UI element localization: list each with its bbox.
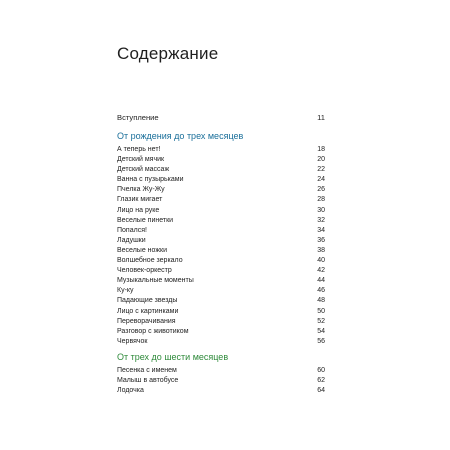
toc-entry[interactable] [117,155,325,165]
toc-entry[interactable] [117,236,325,246]
toc-entry[interactable] [117,145,325,155]
toc-entry-label: Ванна с пузырьками [117,176,184,184]
toc-entry-page: 56 [317,337,325,345]
toc-entry-label: Ладушки [117,236,146,244]
toc-entry-label: Разговор с животиком [117,327,189,335]
toc-entry-page: 54 [317,327,325,335]
toc-entry-page: 50 [317,307,325,315]
toc-intro-page: 11 [317,113,325,122]
toc-entry-label: Лодочка [117,387,144,395]
toc-entry-page: 48 [317,297,325,305]
toc-entry-label: Лицо на руке [117,206,160,214]
toc-entry-label: Падающие звезды [117,297,178,305]
toc-entry-label: Червячок [117,337,148,345]
toc-entry-page: 60 [317,367,325,374]
toc-entry-page: 32 [317,216,325,224]
section-heading-0-3-months[interactable]: От рождения до трех месяцев [117,131,244,141]
toc-entry-label: Песенка с именем [117,367,177,374]
toc-entry-label: Малыш в автобусе [117,377,179,385]
toc-entry-label: Лицо с картинками [117,307,179,315]
toc-entry[interactable] [117,366,325,376]
toc-entry[interactable] [117,185,325,195]
toc-entry-page: 20 [317,156,325,164]
section-entries-3-6-months [117,366,325,396]
toc-entry[interactable] [117,327,325,337]
toc-entry-page: 42 [317,267,325,275]
toc-entry-label: Детский мячик [117,156,165,164]
toc-entry-label: Ку-ку [117,287,134,295]
toc-entry-page: 36 [317,236,325,244]
toc-intro-label: Вступление [117,113,159,122]
toc-entry-label: Переворачивания [117,317,176,325]
toc-entry-label: Попался! [117,226,147,234]
toc-entry-page: 64 [317,387,325,395]
toc-entry[interactable] [117,206,325,216]
toc-entry-page: 30 [317,206,325,214]
toc-entry-page: 46 [317,287,325,295]
toc-entry[interactable] [117,276,325,286]
toc-entry[interactable] [117,266,325,276]
toc-entry-page: 52 [317,317,325,325]
toc-entry-page: 62 [317,377,325,385]
toc-entry[interactable] [117,376,325,386]
toc-entry-page: 18 [317,146,325,153]
toc-entry-label: Пчелка Жу-Жу [117,186,165,194]
toc-entry[interactable] [117,286,325,296]
page-title: Содержание [117,44,219,63]
toc-entry-label: Веселые ножки [117,246,168,254]
toc-entry[interactable] [117,175,325,185]
toc-entry[interactable] [117,296,325,306]
toc-entry-label: Глазик мигает [117,196,163,204]
toc-entry[interactable] [117,195,325,205]
toc-entry-page: 44 [317,277,325,285]
toc-entry[interactable] [117,337,325,347]
toc-entry-page: 38 [317,246,325,254]
toc-entry-page: 26 [317,186,325,194]
toc-entry-page: 24 [317,176,325,184]
toc-entry[interactable] [117,226,325,236]
toc-entry-page: 22 [317,166,325,174]
toc-entry[interactable] [117,307,325,317]
toc-entry-label: Человек-оркестр [117,267,172,275]
toc-entry[interactable] [117,165,325,175]
toc-entry-page: 34 [317,226,325,234]
toc-entry[interactable] [117,256,325,266]
toc-entry-page: 28 [317,196,325,204]
toc-entry-label: Волшебное зеркало [117,257,183,265]
toc-intro-row[interactable] [117,113,325,122]
section-entries-0-3-months [117,145,325,347]
toc-entry[interactable] [117,216,325,226]
toc-entry-label: Веселые пинетки [117,216,174,224]
toc-entry[interactable] [117,317,325,327]
toc-entry-label: Детский массаж [117,166,170,174]
toc-entry[interactable] [117,246,325,256]
toc-entry[interactable] [117,386,325,396]
section-heading-3-6-months[interactable]: От трех до шести месяцев [117,352,229,362]
toc-entry-label: Музыкальные моменты [117,277,194,285]
toc-entry-page: 40 [317,257,325,265]
toc-entry-label: А теперь нет! [117,146,161,153]
